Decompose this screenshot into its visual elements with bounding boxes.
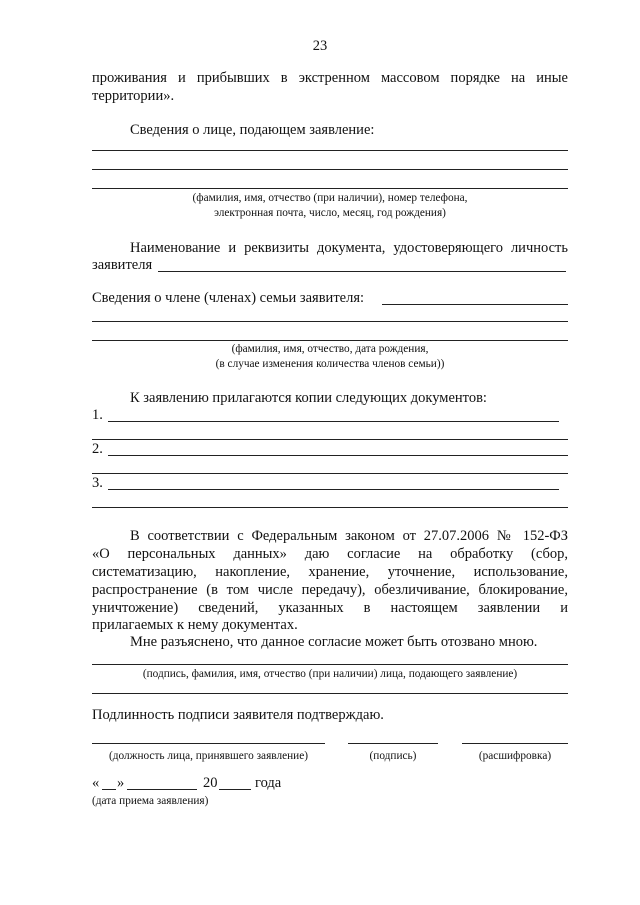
signature-field-line[interactable]	[348, 743, 438, 744]
date-month-line[interactable]	[127, 789, 197, 790]
id-document-line-2: заявителя	[92, 257, 153, 273]
attachment-item-1-continuation-line[interactable]	[92, 439, 568, 440]
family-field-line-3[interactable]	[92, 340, 568, 341]
attachment-item-3-continuation-line[interactable]	[92, 507, 568, 508]
family-caption-line-2: (в случае изменения количества членов семьи))	[215, 358, 445, 370]
applicant-caption-line-1: (фамилия, имя, отчество (при наличии), номер телефона,	[192, 192, 468, 204]
position-caption: (должность лица, принявшего заявление)	[109, 750, 308, 762]
attachment-item-2-continuation-line[interactable]	[92, 473, 568, 474]
date-close-quote: »	[117, 775, 125, 791]
attachment-item-3-line[interactable]	[108, 489, 559, 490]
intro-line-1: проживания и прибывших в экстренном массовом порядке на иные	[92, 70, 568, 86]
family-caption-line-1: (фамилия, имя, отчество, дата рождения,	[231, 343, 429, 355]
id-document-line-1: Наименование и реквизиты документа, удостоверяющего личность	[130, 240, 568, 256]
applicant-signature-line-2[interactable]	[92, 693, 568, 694]
date-year-word: года	[255, 775, 282, 791]
id-document-field-line[interactable]	[158, 271, 566, 272]
applicant-heading: Сведения о лице, подающем заявление:	[130, 122, 375, 138]
attachment-item-number: 1.	[92, 407, 103, 423]
applicant-signature-line[interactable]	[92, 664, 568, 665]
applicant-caption-line-2: электронная почта, число, месяц, год рождения)	[214, 207, 446, 219]
applicant-field-line-3[interactable]	[92, 188, 568, 189]
consent-line-6: прилагаемых к нему документах.	[92, 617, 298, 633]
date-open-quote: «	[92, 775, 100, 791]
applicant-signature-caption: (подпись, фамилия, имя, отчество (при наличии) лица, подающего заявление)	[142, 668, 518, 680]
attachments-heading: К заявлению прилагаются копии следующих документов:	[130, 390, 487, 406]
consent-revocation: Мне разъяснено, что данное согласие может быть отозвано мною.	[130, 634, 538, 650]
attachment-item-number: 2.	[92, 441, 103, 457]
date-caption: (дата приема заявления)	[92, 795, 209, 807]
transcript-field-line[interactable]	[462, 743, 568, 744]
intro-line-2: территории».	[92, 88, 175, 104]
applicant-field-line-2[interactable]	[92, 169, 568, 170]
consent-line-2: «О персональных данных» даю согласие на обработку (сбор,	[92, 546, 568, 562]
date-day-line[interactable]	[102, 789, 116, 790]
position-field-line[interactable]	[92, 743, 325, 744]
consent-line-3: систематизацию, накопление, хранение, уточнение, использование,	[92, 564, 568, 580]
signature-caption: (подпись)	[369, 750, 417, 762]
consent-line-1: В соответствии с Федеральным законом от 27.07.2006 № 152-ФЗ	[130, 528, 568, 544]
date-century: 20	[203, 775, 218, 791]
consent-line-4: распространение (в том числе передачу), обезличивание, блокирование,	[92, 582, 568, 598]
family-label: Сведения о члене (членах) семьи заявителя:	[92, 290, 365, 306]
attachment-item-2-line[interactable]	[108, 455, 568, 456]
family-field-line-1[interactable]	[382, 304, 568, 305]
authenticity-text: Подлинность подписи заявителя подтверждаю.	[92, 707, 384, 723]
date-year-line[interactable]	[219, 789, 251, 790]
family-field-line-2[interactable]	[92, 321, 568, 322]
transcript-caption: (расшифровка)	[478, 750, 552, 762]
attachment-item-1-line[interactable]	[108, 421, 559, 422]
consent-line-5: уничтожение) сведений, указанных в настоящем заявлении и	[92, 600, 568, 616]
attachment-item-number: 3.	[92, 475, 103, 491]
page-number: 23	[312, 38, 328, 54]
applicant-field-line-1[interactable]	[92, 150, 568, 151]
